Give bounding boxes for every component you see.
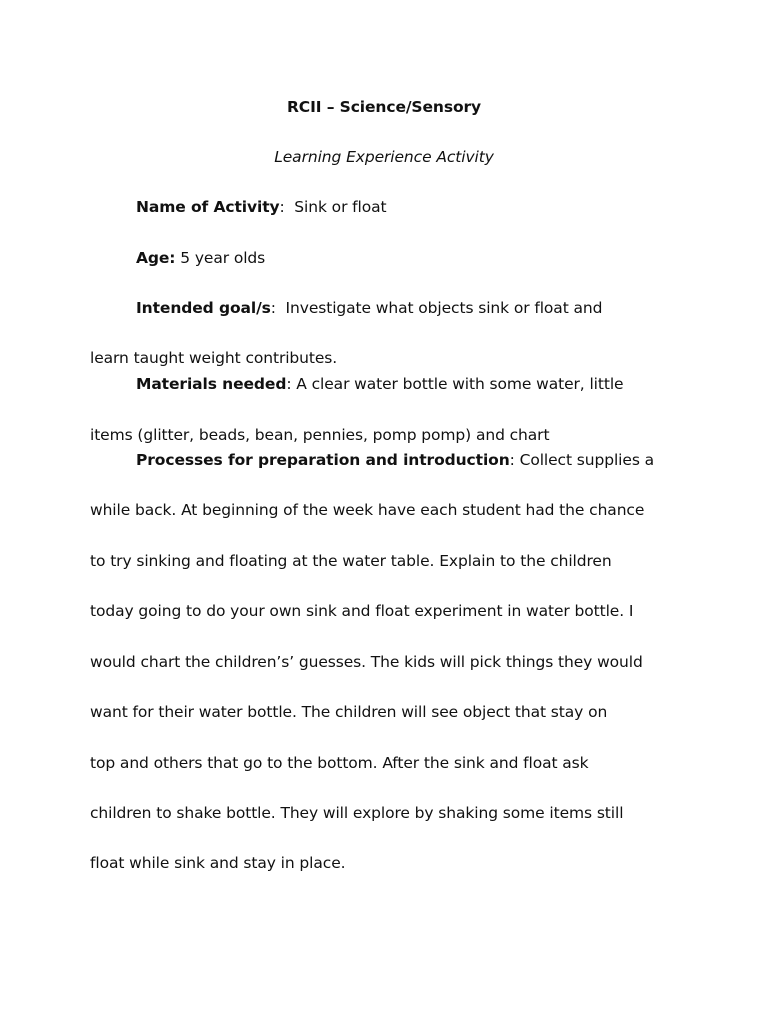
materials-continuation: items (glitter, beads, bean, pennies, pomp pomp) and chart	[90, 426, 550, 444]
processes-text-line: want for their water bottle. The children will see object that stay on	[90, 703, 608, 721]
name-of-activity-line	[136, 197, 387, 217]
processes-text-line: today going to do your own sink and float experiment in water bottle. I	[90, 602, 634, 620]
name-of-activity-label: Name of Activity	[136, 198, 280, 216]
intended-goals-label: Intended goal/s	[136, 299, 271, 317]
name-of-activity-value: Sink or float	[284, 198, 387, 216]
processes-text-line: children to shake bottle. They will explore by shaking some items still	[90, 804, 624, 822]
intended-goals-continuation: learn taught weight contributes.	[90, 349, 338, 367]
processes-text-line: float while sink and stay in place.	[90, 854, 346, 872]
age-value: 5 year olds	[175, 249, 266, 267]
document-subtitle: Learning Experience Activity	[274, 148, 494, 166]
document-title: RCII – Science/Sensory	[286, 98, 482, 116]
processes-text-line: to try sinking and floating at the water table. Explain to the children	[90, 552, 612, 570]
intended-goals-separator: :	[270, 299, 276, 317]
materials-label: Materials needed	[136, 375, 287, 393]
processes-text-line: would chart the children’s’ guesses. The kids will pick things they would	[90, 653, 643, 671]
intended-goals-value: Investigate what objects sink or float and	[275, 299, 603, 317]
processes-text-line: while back. At beginning of the week have each student had the chance	[90, 501, 645, 519]
age-line	[136, 248, 265, 268]
name-of-activity-separator: :	[279, 198, 285, 216]
age-label: Age:	[136, 249, 176, 267]
processes-value: : Collect supplies a	[509, 451, 655, 469]
intended-goals-line	[136, 298, 602, 318]
materials-value: : A clear water bottle with some water, little	[286, 375, 624, 393]
processes-text-line: top and others that go to the bottom. After the sink and float ask	[90, 754, 589, 772]
processes-label: Processes for preparation and introduction	[136, 451, 510, 469]
materials-line	[136, 374, 623, 394]
processes-line	[136, 450, 654, 470]
